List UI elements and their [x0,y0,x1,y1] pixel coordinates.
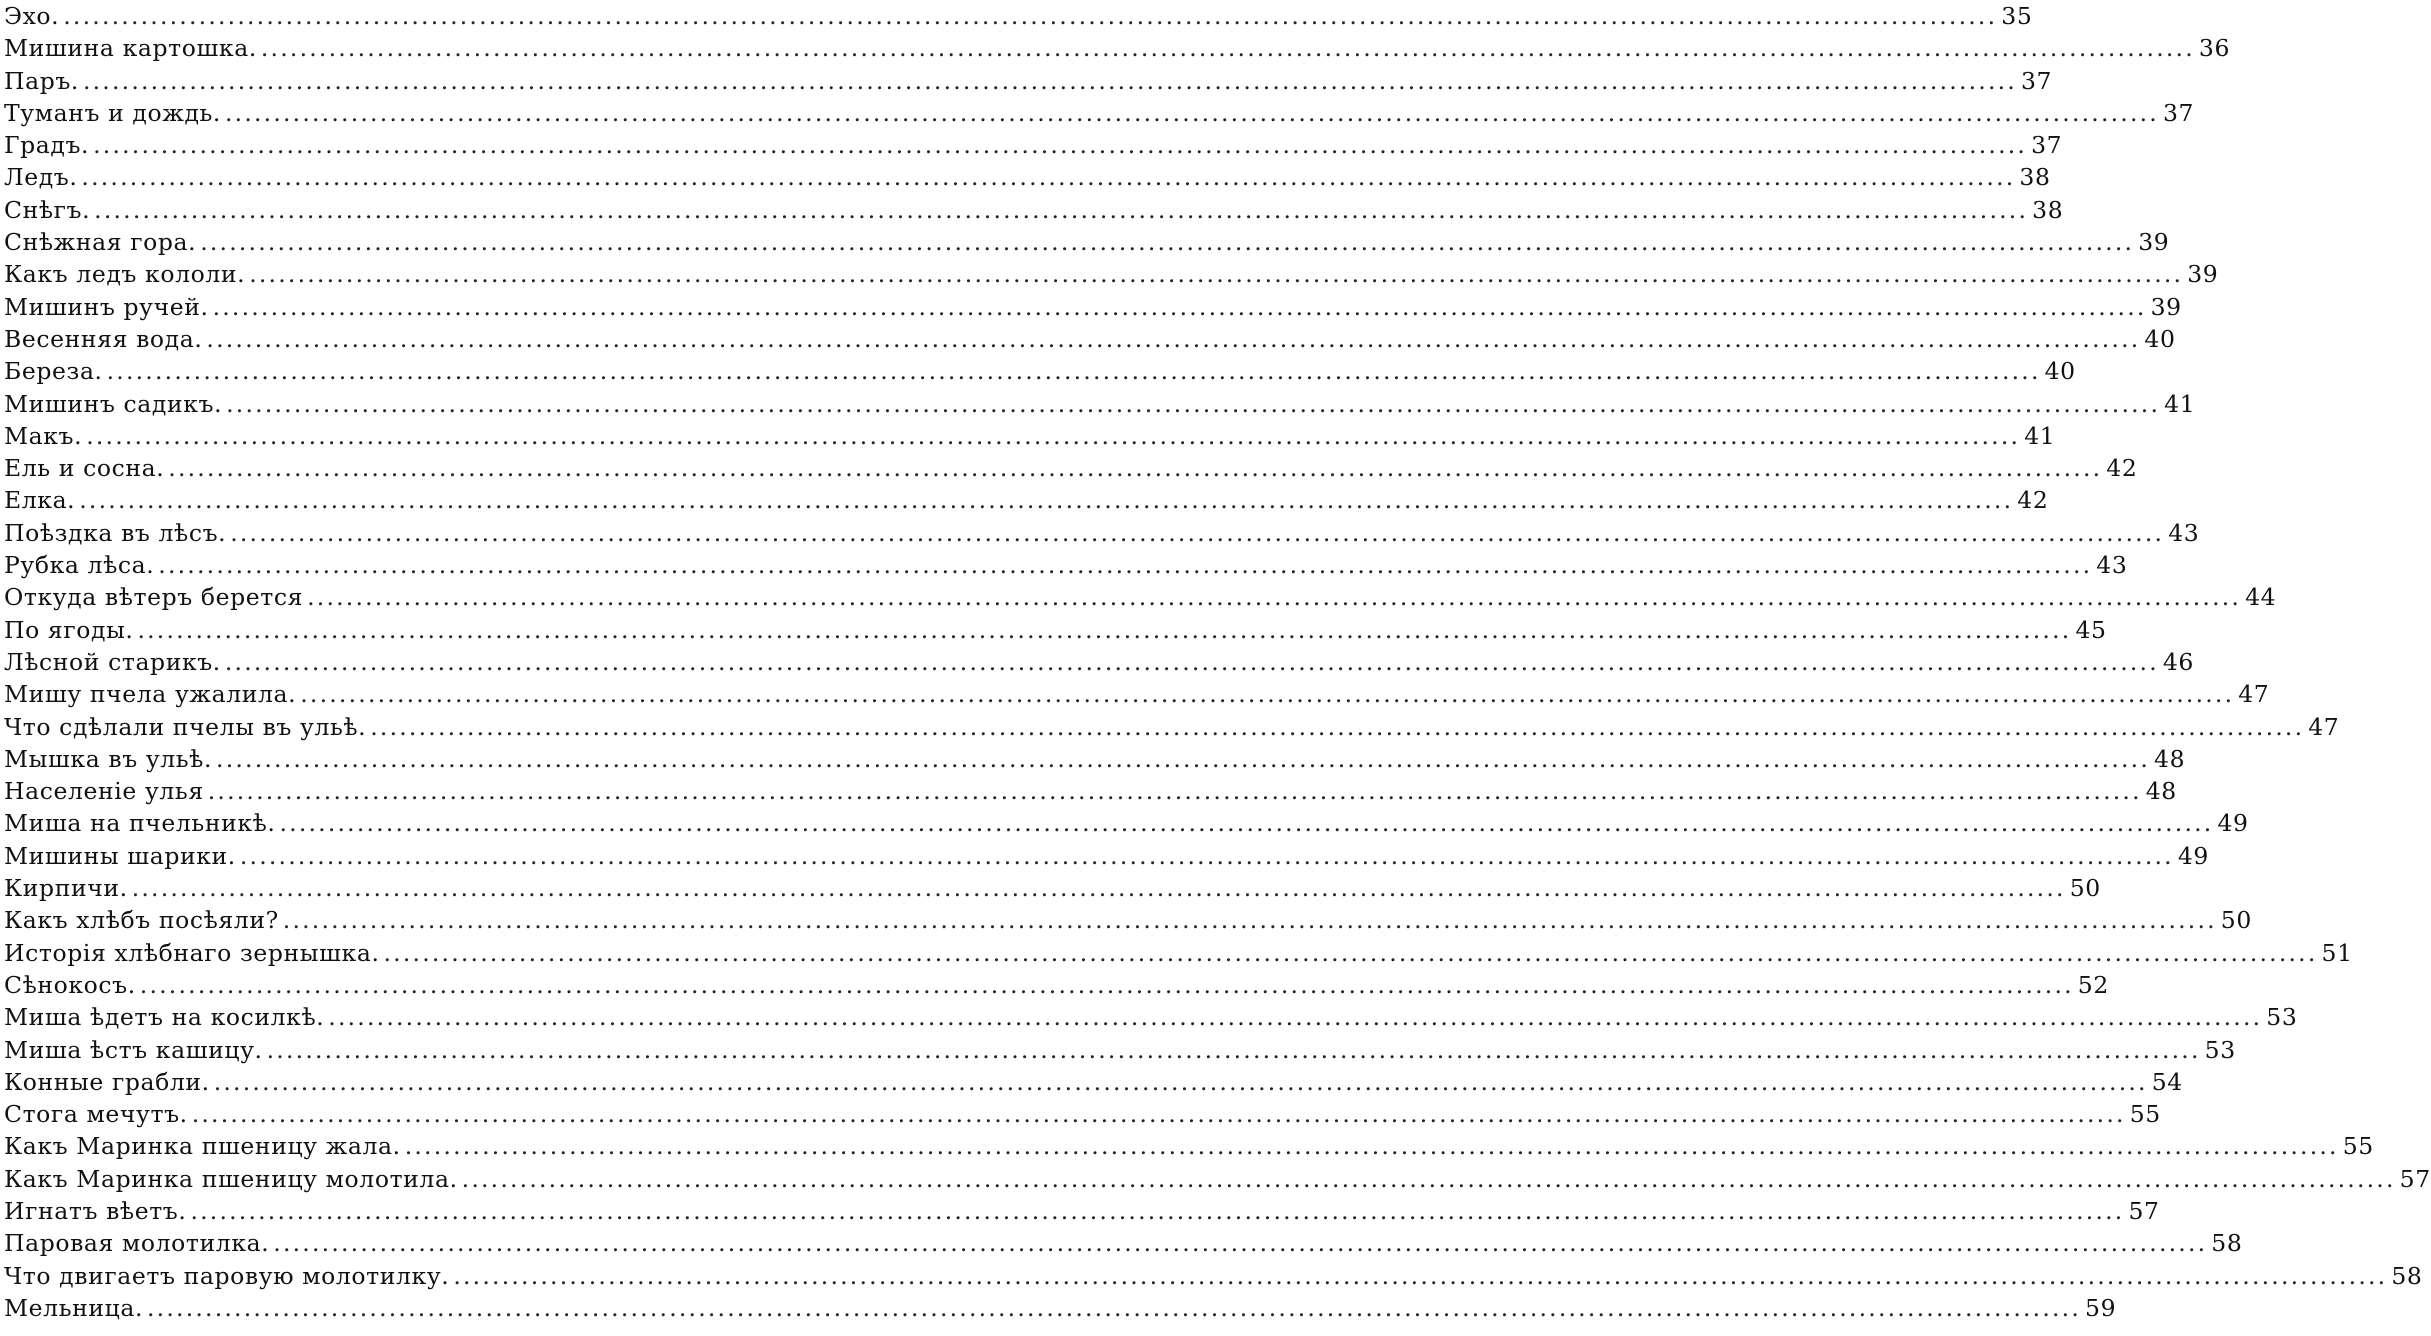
dot-leader: ........................................................................................................................................................................................................ [249,260,2184,289]
dot-leader: ........................................................................................................................................................................................................ [224,647,2159,676]
toc-entry [4,646,2194,678]
toc-entry-page-number: 50 [2069,874,2101,903]
toc-entry-title: Какъ Маринка пшеницу молотила. [4,1164,458,1193]
toc-entry-title: Игнатъ вѣетъ. [4,1196,187,1225]
toc-entry-title: Ель и сосна. [4,454,165,483]
dot-leader: ........................................................................................................................................................................................................ [370,712,2305,741]
toc-entry [4,97,2195,129]
dot-leader: ........................................................................................................................................................................................................ [139,970,2074,999]
toc-entry-page-number: 53 [2204,1035,2236,1064]
dot-leader: ........................................................................................................................................................................................................ [216,744,2151,773]
toc-entry-page-number: 48 [2145,777,2177,806]
dot-leader: ........................................................................................................................................................................................................ [239,841,2174,870]
toc-entry-title: Мышка въ ульѣ. [4,744,213,773]
dot-leader: ........................................................................................................................................................................................................ [86,421,2021,450]
toc-entry-title: Паръ. [4,66,79,95]
toc-entry [4,807,2249,839]
toc-entry-page-number: 58 [2211,1229,2243,1258]
toc-entry [4,872,2101,904]
toc-entry-page-number: 57 [2399,1164,2431,1193]
dot-leader: ........................................................................................................................................................................................................ [279,809,2214,838]
toc-entry-page-number: 41 [2024,421,2056,450]
toc-entry [4,161,2051,193]
toc-entry [4,226,2170,258]
toc-entry-title: Миша ѣдетъ на косилкѣ. [4,1003,325,1032]
toc-entry [4,1098,2161,1130]
toc-entry-title: Градъ. [4,131,90,160]
toc-entry-page-number: 38 [2032,195,2064,224]
toc-entry-page-number: 58 [2391,1261,2423,1290]
toc-entry [4,840,2209,872]
toc-entry [4,323,2176,355]
toc-entry-title: Мишины шарики. [4,841,236,870]
toc-entry [4,937,2353,969]
toc-entry [4,581,2277,613]
toc-entry-title: Елка. [4,486,76,515]
toc-entry-page-number: 51 [2321,938,2353,967]
toc-entry-title: Мишинъ ручей. [4,292,209,321]
dot-leader: ........................................................................................................................................................................................................ [213,1067,2148,1096]
dot-leader: ........................................................................................................................................................................................................ [158,551,2093,580]
toc-entry-page-number: 41 [2164,389,2196,418]
toc-entry [4,614,2107,646]
toc-entry [4,1001,2298,1033]
table-of-contents [4,0,2431,1324]
toc-entry-title: Откуда вѣтеръ берется [4,583,304,612]
dot-leader: ........................................................................................................................................................................................................ [266,1035,2201,1064]
toc-entry-title: Рубка лѣса. [4,551,155,580]
toc-entry [4,65,2053,97]
toc-entry-page-number: 53 [2266,1003,2298,1032]
toc-entry [4,388,2196,420]
toc-entry-title: Какъ хлѣбъ посѣяли? [4,906,279,935]
toc-entry-page-number: 43 [2168,518,2200,547]
toc-entry-title: Миша на пчельникѣ. [4,809,276,838]
dot-leader: ........................................................................................................................................................................................................ [93,131,2028,160]
dot-leader: ........................................................................................................................................................................................................ [190,1196,2125,1225]
toc-entry-title: Что сдѣлали пчелы въ ульѣ. [4,712,367,741]
dot-leader: ........................................................................................................................................................................................................ [300,680,2235,709]
toc-entry [4,1292,2117,1324]
toc-entry-title: По ягоды. [4,615,134,644]
toc-entry [4,1260,2423,1292]
toc-entry-title: Конные грабли. [4,1067,210,1096]
toc-entry [4,194,2064,226]
toc-entry-title: Береза. [4,357,103,386]
toc-entry [4,32,2230,64]
toc-entry-page-number: 39 [2150,292,2182,321]
toc-entry-title: Миша ѣстъ кашицу. [4,1035,263,1064]
toc-entry-page-number: 43 [2096,551,2128,580]
toc-entry-page-number: 36 [2198,34,2230,63]
toc-entry-page-number: 40 [2144,324,2176,353]
dot-leader: ........................................................................................................................................................................................................ [94,195,2029,224]
toc-entry-page-number: 57 [2128,1196,2160,1225]
toc-entry-title: Поѣздка въ лѣсъ. [4,518,227,547]
toc-entry-title: Весенняя вода. [4,324,203,353]
toc-entry [4,969,2109,1001]
dot-leader: ........................................................................................................................................................................................................ [63,2,1998,30]
toc-entry-page-number: 45 [2075,615,2107,644]
toc-entry-title: Мельница. [4,1293,144,1322]
dot-leader: ........................................................................................................................................................................................................ [207,777,2142,806]
toc-entry-page-number: 37 [2031,131,2063,160]
dot-leader: ........................................................................................................................................................................................................ [230,518,2165,547]
toc-entry [4,0,2033,32]
dot-leader: ........................................................................................................................................................................................................ [200,228,2135,257]
toc-entry-page-number: 39 [2187,260,2219,289]
toc-entry-title: Лѣсной старикъ. [4,647,221,676]
toc-entry-title: Стога мечутъ. [4,1100,188,1129]
toc-entry-page-number: 50 [2220,906,2252,935]
dot-leader: ........................................................................................................................................................................................................ [206,324,2141,353]
toc-entry-page-number: 42 [2106,454,2138,483]
dot-leader: ........................................................................................................................................................................................................ [212,292,2147,321]
dot-leader: ........................................................................................................................................................................................................ [131,874,2066,903]
toc-entry-title: Исторiя хлѣбнаго зернышка. [4,938,380,967]
toc-entry-page-number: 49 [2217,809,2249,838]
dot-leader: ........................................................................................................................................................................................................ [328,1003,2263,1032]
toc-entry [4,452,2138,484]
dot-leader: ........................................................................................................................................................................................................ [404,1132,2339,1161]
toc-entry [4,711,2340,743]
toc-entry [4,517,2200,549]
toc-entry-title: Паровая молотилка. [4,1229,270,1258]
toc-entry-page-number: 37 [2020,66,2053,95]
dot-leader: ........................................................................................................................................................................................................ [307,583,2242,612]
toc-entry-page-number: 49 [2177,841,2209,870]
toc-entry [4,775,2177,807]
dot-leader: ........................................................................................................................................................................................................ [226,389,2161,418]
dot-leader: ........................................................................................................................................................................................................ [453,1261,2388,1290]
toc-entry [4,291,2182,323]
dot-leader: ........................................................................................................................................................................................................ [273,1229,2208,1258]
toc-entry-page-number: 46 [2162,647,2194,676]
dot-leader: ........................................................................................................................................................................................................ [82,66,2017,95]
dot-leader: ........................................................................................................................................................................................................ [383,938,2318,967]
toc-entry-page-number: 42 [2017,486,2049,515]
dot-leader: ........................................................................................................................................................................................................ [79,486,2014,515]
toc-entry-title: Кирпичи. [4,874,128,903]
toc-entry [4,1163,2431,1195]
dot-leader: ........................................................................................................................................................................................................ [224,98,2159,127]
toc-entry [4,743,2186,775]
toc-entry-page-number: 37 [2162,98,2195,127]
toc-entry-title: Макъ. [4,421,83,450]
toc-entry-title: Мишинъ садикъ. [4,389,223,418]
toc-entry-page-number: 54 [2151,1067,2183,1096]
toc-entry [4,1195,2160,1227]
toc-entry-title: Что двигаетъ паровую молотилку. [4,1261,450,1290]
toc-entry [4,1130,2374,1162]
toc-entry [4,355,2076,387]
toc-entry-title: Какъ Маринка пшеницу жала. [4,1132,401,1161]
dot-leader: ........................................................................................................................................................................................................ [168,454,2103,483]
toc-entry-page-number: 55 [2129,1100,2161,1129]
toc-entry-title: Эхо. [4,2,60,30]
dot-leader: ........................................................................................................................................................................................................ [282,906,2217,935]
toc-entry-page-number: 47 [2238,680,2270,709]
dot-leader: ........................................................................................................................................................................................................ [191,1100,2126,1129]
dot-leader: ........................................................................................................................................................................................................ [260,34,2195,63]
toc-entry-page-number: 39 [2138,228,2170,257]
dot-leader: ........................................................................................................................................................................................................ [147,1293,2082,1322]
dot-leader: ........................................................................................................................................................................................................ [137,615,2072,644]
toc-entry [4,904,2252,936]
toc-entry-page-number: 52 [2077,970,2109,999]
toc-entry [4,129,2063,161]
toc-entry-title: Сѣнокосъ. [4,970,136,999]
toc-entry [4,549,2128,581]
toc-entry [4,420,2056,452]
toc-entry-title: Населенiе улья [4,777,204,806]
toc-entry-title: Снѣгъ. [4,195,91,224]
toc-entry [4,484,2049,516]
toc-entry-title: Снѣжная гора. [4,228,197,257]
toc-entry-page-number: 38 [2019,163,2051,192]
toc-entry [4,1034,2236,1066]
toc-entry-title: Туманъ и дождь. [4,98,221,127]
toc-entry-page-number: 47 [2308,712,2340,741]
toc-entry-title: Какъ ледъ кололи. [4,260,246,289]
toc-entry [4,1227,2243,1259]
toc-entry-page-number: 59 [2085,1293,2117,1322]
dot-leader: ........................................................................................................................................................................................................ [81,163,2016,192]
toc-entry-title: Ледъ. [4,163,78,192]
toc-entry-page-number: 55 [2342,1132,2374,1161]
toc-entry-page-number: 48 [2154,744,2186,773]
dot-leader: ........................................................................................................................................................................................................ [106,357,2041,386]
toc-entry-page-number: 44 [2245,583,2277,612]
toc-entry-title: Мишина картошка. [4,34,257,63]
toc-entry [4,678,2270,710]
toc-entry-page-number: 40 [2044,357,2076,386]
toc-entry [4,1066,2183,1098]
toc-entry [4,258,2219,290]
toc-entry-page-number: 35 [2001,2,2033,30]
dot-leader: ........................................................................................................................................................................................................ [461,1164,2396,1193]
toc-entry-title: Мишу пчела ужалила. [4,680,297,709]
